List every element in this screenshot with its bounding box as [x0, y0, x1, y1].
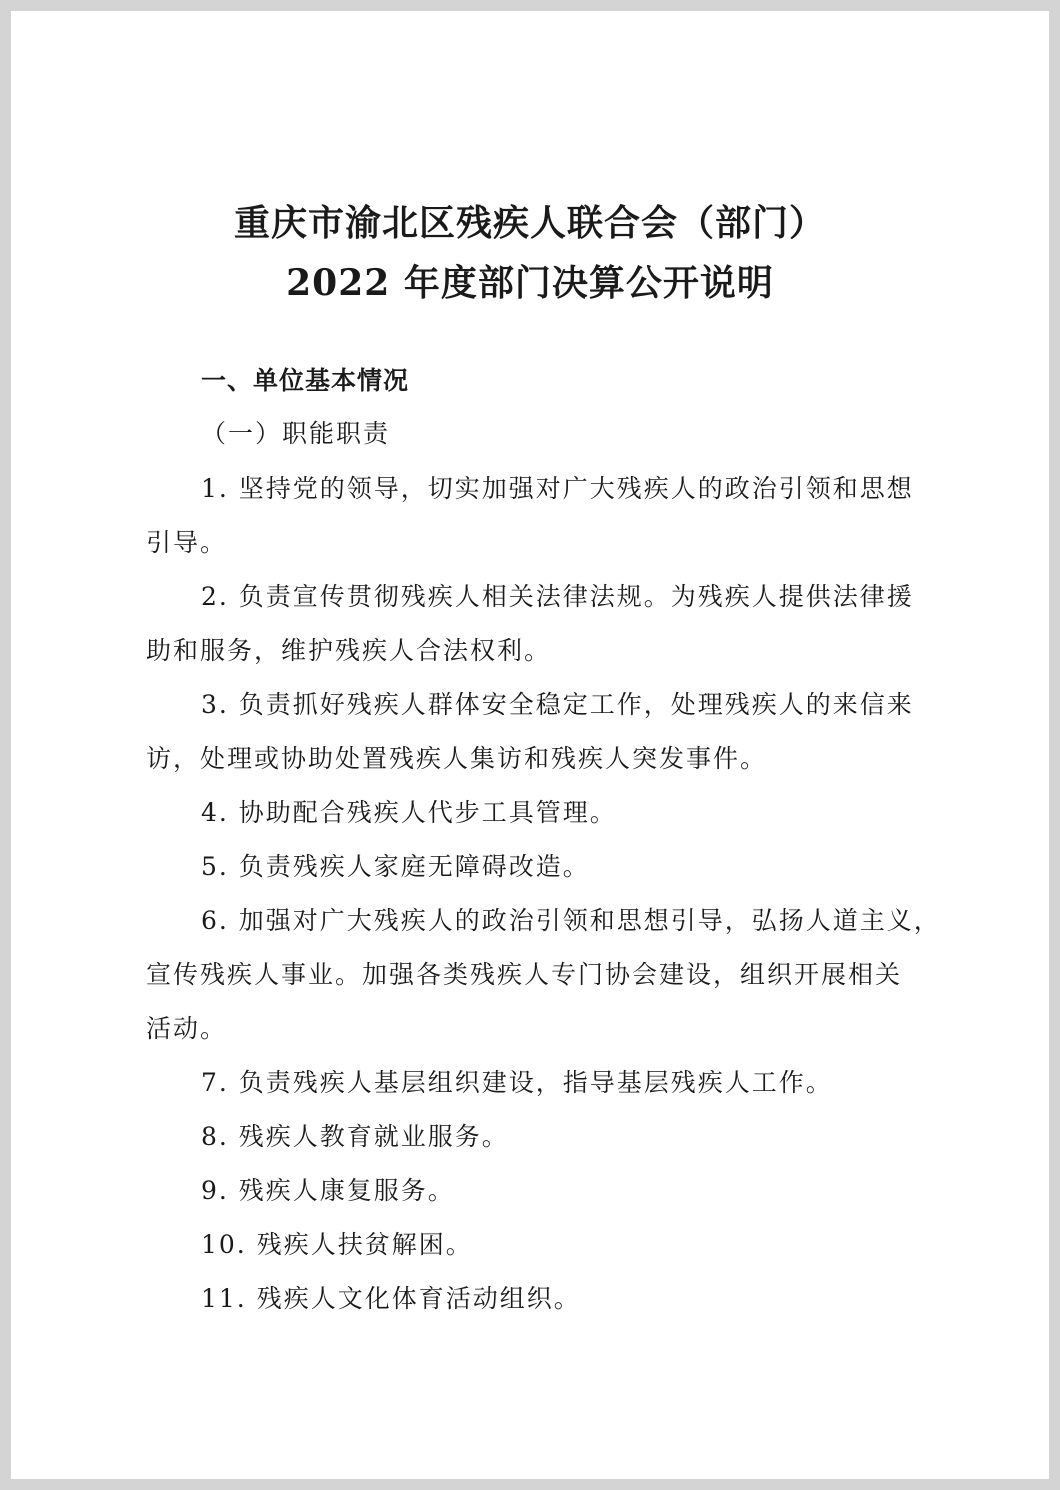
list-item-2-line1: 2. 负责宣传贯彻残疾人相关法律法规。为残疾人提供法律援: [201, 582, 914, 611]
list-item-4: 4. 协助配合残疾人代步工具管理。: [201, 798, 617, 827]
document-title-line1: 重庆市渝北区残疾人联合会（部门）: [233, 202, 826, 244]
document-page: [11, 11, 1049, 1479]
subsection-heading: （一）职能职责: [201, 419, 391, 448]
list-item-6-line3: 活动。: [146, 1014, 228, 1043]
list-item-11: 11. 残疾人文化体育活动组织。: [201, 1284, 581, 1313]
list-item-3-line2: 访，处理或协助处置残疾人集访和残疾人突发事件。: [146, 744, 768, 773]
list-item-1-line2: 引导。: [146, 528, 228, 557]
section-heading: 一、单位基本情况: [201, 366, 410, 395]
list-item-6-line1: 6. 加强对广大残疾人的政治引领和思想引导，弘扬人道主义，: [201, 906, 941, 935]
list-item-3-line1: 3. 负责抓好残疾人群体安全稳定工作，处理残疾人的来信来: [201, 690, 914, 719]
list-item-6-line2: 宣传残疾人事业。加强各类残疾人专门协会建设，组织开展相关: [146, 960, 903, 989]
list-item-7: 7. 负责残疾人基层组织建设，指导基层残疾人工作。: [201, 1068, 833, 1097]
document-title-line2: 2022 年度部门决算公开说明: [286, 262, 774, 304]
list-item-1-line1: 1. 坚持党的领导，切实加强对广大残疾人的政治引领和思想: [201, 474, 914, 503]
list-item-10: 10. 残疾人扶贫解困。: [201, 1230, 473, 1259]
list-item-8: 8. 残疾人教育就业服务。: [201, 1122, 509, 1151]
list-item-2-line2: 助和服务，维护残疾人合法权利。: [146, 636, 552, 665]
list-item-9: 9. 残疾人康复服务。: [201, 1176, 455, 1205]
list-item-5: 5. 负责残疾人家庭无障碍改造。: [201, 852, 590, 881]
